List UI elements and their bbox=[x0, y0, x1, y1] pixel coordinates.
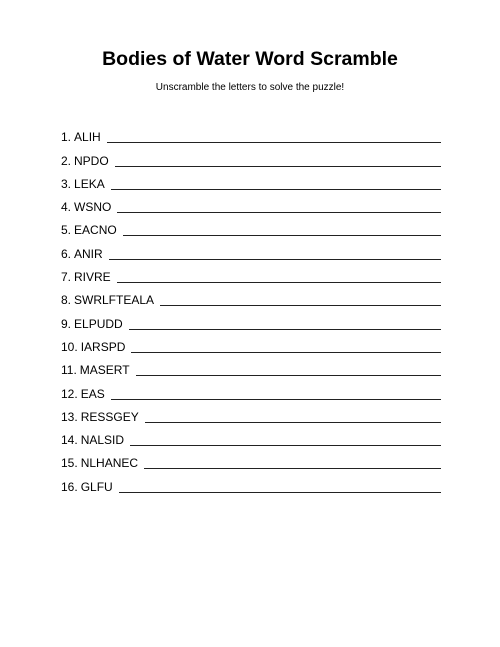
puzzle-number: 16. bbox=[61, 479, 78, 494]
answer-line[interactable] bbox=[145, 422, 441, 423]
scrambled-word: RIVRE bbox=[74, 270, 111, 285]
scrambled-word: ANIR bbox=[74, 246, 103, 261]
puzzle-item bbox=[61, 145, 441, 168]
answer-line[interactable] bbox=[117, 212, 441, 213]
puzzle-number: 5. bbox=[61, 223, 72, 238]
scrambled-word: IARSPD bbox=[80, 339, 126, 354]
scrambled-word: MASERT bbox=[79, 363, 130, 378]
answer-line[interactable] bbox=[115, 166, 441, 167]
puzzle-item bbox=[61, 471, 441, 494]
puzzle-number: 11. bbox=[61, 363, 77, 378]
puzzle-number: 9. bbox=[61, 316, 72, 331]
scrambled-word: NPDO bbox=[74, 153, 109, 168]
puzzle-number: 15. bbox=[61, 456, 78, 471]
scrambled-word: EACNO bbox=[74, 223, 117, 238]
puzzle-item bbox=[61, 169, 441, 192]
puzzle-item bbox=[61, 448, 441, 471]
instructions: Unscramble the letters to solve the puzzle! bbox=[155, 82, 345, 93]
puzzle-number: 4. bbox=[61, 200, 72, 215]
puzzle-item bbox=[61, 192, 441, 215]
puzzle-number: 10. bbox=[61, 339, 78, 354]
puzzle-item bbox=[61, 285, 441, 308]
puzzle-number: 3. bbox=[61, 176, 72, 191]
puzzle-item bbox=[61, 402, 441, 425]
puzzle-item bbox=[61, 308, 441, 331]
answer-line[interactable] bbox=[111, 399, 441, 400]
puzzle-number: 1. bbox=[61, 130, 72, 145]
puzzle-number: 13. bbox=[61, 409, 78, 424]
puzzle-item bbox=[61, 238, 441, 261]
scrambled-word: SWRLFTEALA bbox=[74, 293, 155, 308]
scrambled-word: GLFU bbox=[80, 479, 113, 494]
scrambled-word: NLHANEC bbox=[80, 456, 139, 471]
answer-line[interactable] bbox=[111, 189, 441, 190]
answer-line[interactable] bbox=[144, 468, 441, 469]
page-title: Bodies of Water Word Scramble bbox=[102, 48, 398, 70]
scrambled-word: NALSID bbox=[80, 433, 125, 448]
scrambled-word: WSNO bbox=[74, 200, 112, 215]
puzzle-number: 2. bbox=[61, 153, 72, 168]
scrambled-word: EAS bbox=[80, 386, 105, 401]
puzzle-number: 7. bbox=[61, 270, 72, 285]
answer-line[interactable] bbox=[109, 259, 441, 260]
answer-line[interactable] bbox=[131, 352, 441, 353]
answer-line[interactable] bbox=[160, 305, 441, 306]
puzzle-item bbox=[61, 215, 441, 238]
puzzle-number: 12. bbox=[61, 386, 78, 401]
puzzle-item bbox=[61, 425, 441, 448]
answer-line[interactable] bbox=[107, 142, 441, 143]
puzzle-item bbox=[61, 378, 441, 401]
puzzle-item bbox=[61, 332, 441, 355]
puzzle-item bbox=[61, 262, 441, 285]
scrambled-word: RESSGEY bbox=[80, 409, 139, 424]
scrambled-word: ALIH bbox=[74, 130, 101, 145]
scrambled-word: ELPUDD bbox=[74, 316, 123, 331]
puzzle-item bbox=[61, 355, 441, 378]
answer-line[interactable] bbox=[130, 445, 441, 446]
answer-line[interactable] bbox=[136, 375, 441, 376]
puzzle-number: 6. bbox=[61, 246, 72, 261]
answer-line[interactable] bbox=[117, 282, 441, 283]
puzzle-item bbox=[61, 122, 441, 145]
answer-line[interactable] bbox=[129, 329, 441, 330]
puzzle-number: 8. bbox=[61, 293, 72, 308]
answer-line[interactable] bbox=[119, 492, 441, 493]
scrambled-word: LEKA bbox=[74, 176, 105, 191]
answer-line[interactable] bbox=[123, 235, 441, 236]
puzzle-number: 14. bbox=[61, 433, 78, 448]
puzzle-list bbox=[61, 122, 441, 495]
